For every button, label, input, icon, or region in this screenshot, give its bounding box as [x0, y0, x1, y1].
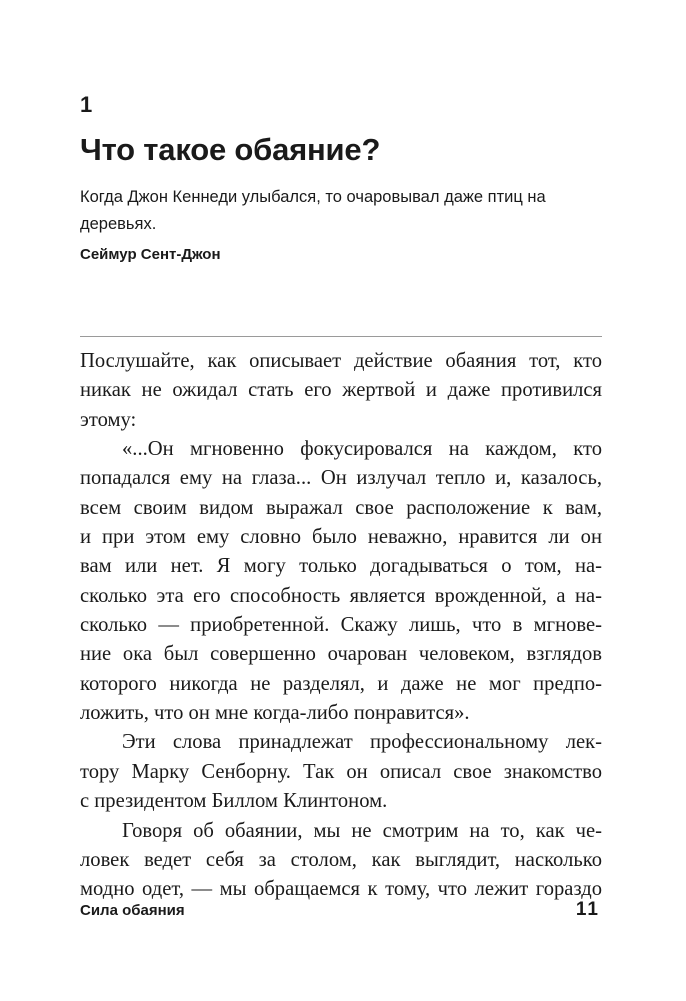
body-line: Эти слова принадлежат профессиональному лек- [122, 731, 602, 754]
epigraph-author: Сеймур Сент-Джон [80, 246, 221, 263]
body-line: «...Он мгновенно фокусировался на каждом, кто [122, 438, 602, 461]
body-line: всем своим видом выражал свое расположение к вам, [80, 496, 602, 519]
body-line: модно одет, — мы обращаемся к тому, что лежит гораздо [80, 878, 602, 901]
body-line: попадался ему на глаза... Он излучал тепло и, казалось, [80, 467, 602, 490]
body-line: с президентом Биллом Клинтоном. [80, 790, 388, 813]
body-text [80, 347, 602, 905]
body-line: сколько — приобретенной. Скажу лишь, что в мгнове- [80, 614, 602, 637]
epigraph-quote: Когда Джон Кеннеди улыбался, то очаровывал даже птиц на деревьях. [80, 188, 546, 233]
body-line: Послушайте, как описывает действие обаяния тот, кто [80, 350, 602, 372]
section-divider [80, 336, 602, 337]
body-line: и при этом ему словно было неважно, нравится ли он [80, 526, 602, 549]
page-number: 11 [575, 899, 600, 920]
body-line: тору Марку Сенборну. Так он описал свое знакомство [80, 760, 602, 783]
body-line: ние ока был совершенно очарован человеком, взглядов [80, 643, 602, 666]
body-line: этому: [80, 408, 137, 431]
body-line: никак не ожидал стать его жертвой и даже противился [80, 379, 602, 402]
running-footer-title: Сила обаяния [80, 902, 185, 919]
body-line: ложить, что он мне когда-либо понравится». [80, 702, 470, 725]
body-line: сколько эта его способность является врожденной, а на- [80, 584, 602, 607]
body-line: вам или нет. Я могу только догадываться о том, на- [80, 555, 602, 578]
body-line: Говоря об обаянии, мы не смотрим на то, как че- [122, 819, 602, 842]
body-line: которого никогда не разделял, и даже не мог предпо- [80, 672, 602, 695]
body-line: ловек ведет себя за столом, как выглядит, насколько [80, 848, 602, 871]
chapter-number: 1 [80, 92, 93, 117]
chapter-title: Что такое обаяние? [80, 132, 381, 167]
